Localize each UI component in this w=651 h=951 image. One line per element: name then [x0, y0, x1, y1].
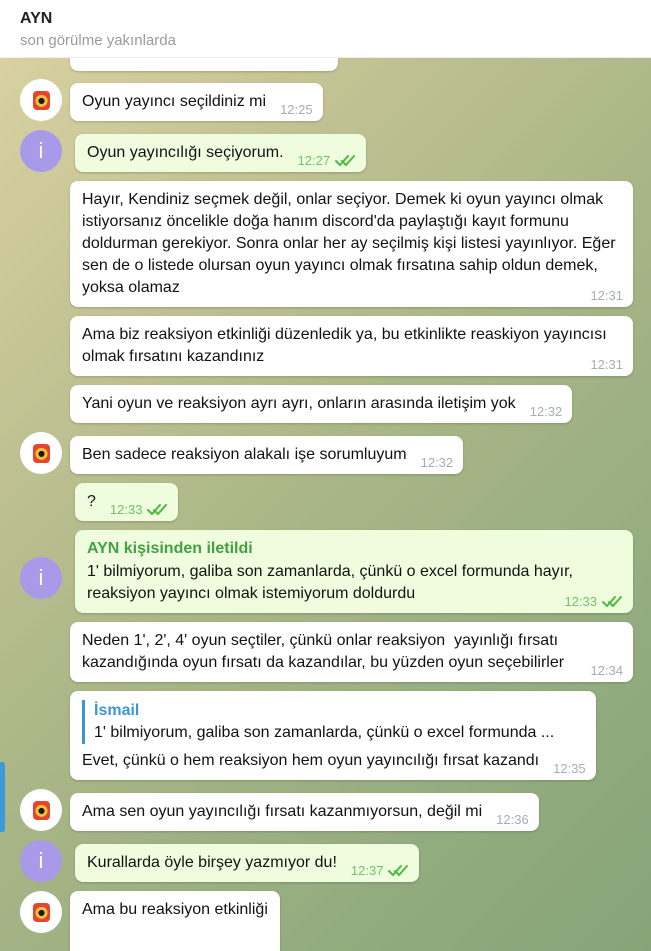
own-avatar[interactable] [20, 840, 62, 882]
message-text: Ama bu reaksiyon etkinliği [82, 901, 268, 918]
reply-quote[interactable] [82, 700, 584, 744]
message-text: Evet, çünkü o hem reaksiyon hem oyun yayıncılığı fırsat kazandı [82, 752, 540, 769]
message-row [20, 79, 633, 121]
message-bubble[interactable] [70, 691, 596, 780]
message-time: 12:35 [553, 761, 586, 776]
reply-author: İsmail [94, 702, 140, 719]
message-row [20, 483, 633, 521]
message-text: Ama biz reaksiyon etkinliği düzenledik ya, bu etkinlikte reaskiyon yayıncısı olmak fırsatını kazandınız [82, 326, 612, 365]
message-text: Oyun yayıncılığı seçiyorum. [87, 144, 284, 161]
message-bubble[interactable] [70, 793, 539, 831]
contact-avatar[interactable] [20, 891, 62, 933]
chat-header[interactable] [0, 0, 651, 58]
message-bubble-partial[interactable] [70, 891, 280, 951]
message-meta [421, 455, 454, 470]
message-row [20, 622, 633, 682]
message-meta [298, 153, 357, 168]
avatar-photo-icon [33, 801, 50, 820]
message-row [20, 181, 633, 307]
message-bubble[interactable] [70, 436, 463, 474]
message-bubble[interactable] [70, 622, 633, 682]
message-bubble[interactable] [70, 385, 572, 423]
message-row [20, 130, 633, 172]
read-checks-icon [335, 154, 356, 167]
message-time: 12:32 [420, 455, 454, 470]
message-row [20, 385, 633, 423]
message-text: Ben sadece reaksiyon alakalı işe sorumluyum [82, 446, 407, 463]
message-time: 12:31 [590, 288, 623, 303]
message-meta [590, 663, 623, 678]
message-time: 12:27 [297, 153, 331, 168]
message-meta [530, 404, 563, 419]
message-time: 12:34 [590, 663, 623, 678]
message-text: 1' bilmiyorum, galiba son zamanlarda, çünkü o excel formunda hayır, reaksiyon yayıncı olmak istemiyorum doldurdu [87, 563, 578, 602]
message-row [20, 789, 633, 831]
message-meta [351, 863, 410, 878]
message-bubble[interactable] [75, 134, 366, 172]
contact-avatar[interactable] [20, 79, 62, 121]
read-checks-icon [147, 503, 168, 516]
avatar-photo-icon [33, 91, 50, 110]
contact-avatar[interactable] [20, 432, 62, 474]
message-time: 12:37 [350, 863, 384, 878]
message-time: 12:36 [496, 812, 529, 827]
read-checks-icon [602, 595, 623, 608]
avatar-letter: i [38, 848, 44, 873]
message-row [20, 840, 633, 882]
message-meta [564, 594, 623, 609]
message-text: Kurallarda öyle birşey yazmıyor du! [87, 854, 337, 871]
scrollbar-thumb[interactable] [0, 762, 5, 832]
last-seen-status: son görülme yakınlarda [20, 32, 176, 49]
message-meta [110, 502, 169, 517]
message-bubble-partial[interactable] [70, 58, 338, 71]
message-text: Yani oyun ve reaksiyon ayrı ayrı, onların arasında iletişim yok [82, 395, 516, 412]
message-text: Neden 1', 2', 4' oyun seçtiler, çünkü onlar reaksiyon yayınlığı fırsatı kazandığında oyun fırsatı da kazandılar, bu yüzden oyun seçebilirler [82, 632, 565, 671]
message-text: Ama sen oyun yayıncılığı fırsatı kazanmıyorsun, değil mi [82, 803, 483, 820]
message-bubble[interactable] [75, 483, 178, 521]
avatar-letter: i [38, 138, 44, 163]
message-text: ? [87, 493, 96, 510]
own-avatar[interactable] [20, 130, 62, 172]
own-avatar[interactable] [20, 557, 62, 599]
message-row [20, 891, 633, 951]
message-bubble[interactable] [75, 844, 419, 882]
chat-title: AYN [20, 10, 53, 27]
message-time: 12:32 [529, 404, 563, 419]
message-meta [496, 812, 529, 827]
message-meta [590, 357, 623, 372]
message-bubble[interactable] [75, 530, 633, 613]
avatar-photo-icon [33, 903, 50, 922]
message-time: 12:31 [590, 357, 623, 372]
message-time: 12:33 [109, 502, 143, 517]
message-bubble[interactable] [70, 316, 633, 376]
message-meta [280, 102, 313, 117]
message-row [20, 530, 633, 613]
message-meta [553, 761, 586, 776]
message-text: Hayır, Kendiniz seçmek değil, onlar seçiyor. Demek ki oyun yayıncı olmak istiyorsanız öncelikle doğa hanım discord'da paylaştığı kayıt formunu doldurman gerekiyor. Sonra onlar her ay seçilmiş kişi listesi yayınlıyor. Eğer sen de o listede olursan oyun yayıncı olmak fırsatına sahip oldun demek, yoksa olamaz [82, 191, 621, 296]
message-time: 12:33 [564, 594, 597, 609]
message-history[interactable] [0, 58, 651, 951]
read-checks-icon [388, 864, 409, 877]
message-bubble[interactable] [70, 181, 633, 307]
message-row [20, 432, 633, 474]
message-time: 12:25 [280, 102, 313, 117]
message-meta [590, 288, 623, 303]
message-bubble[interactable] [70, 83, 323, 121]
message-row [20, 316, 633, 376]
message-text: Oyun yayıncı seçildiniz mi [82, 93, 267, 110]
avatar-letter: i [38, 565, 44, 590]
message-row [20, 691, 633, 780]
contact-avatar[interactable] [20, 789, 62, 831]
forwarded-from-label[interactable]: AYN kişisinden iletildi [87, 540, 253, 557]
message-row [20, 58, 633, 71]
reply-text: 1' bilmiyorum, galiba son zamanlarda, çünkü o excel formunda ... [94, 724, 555, 741]
avatar-photo-icon [33, 444, 50, 463]
